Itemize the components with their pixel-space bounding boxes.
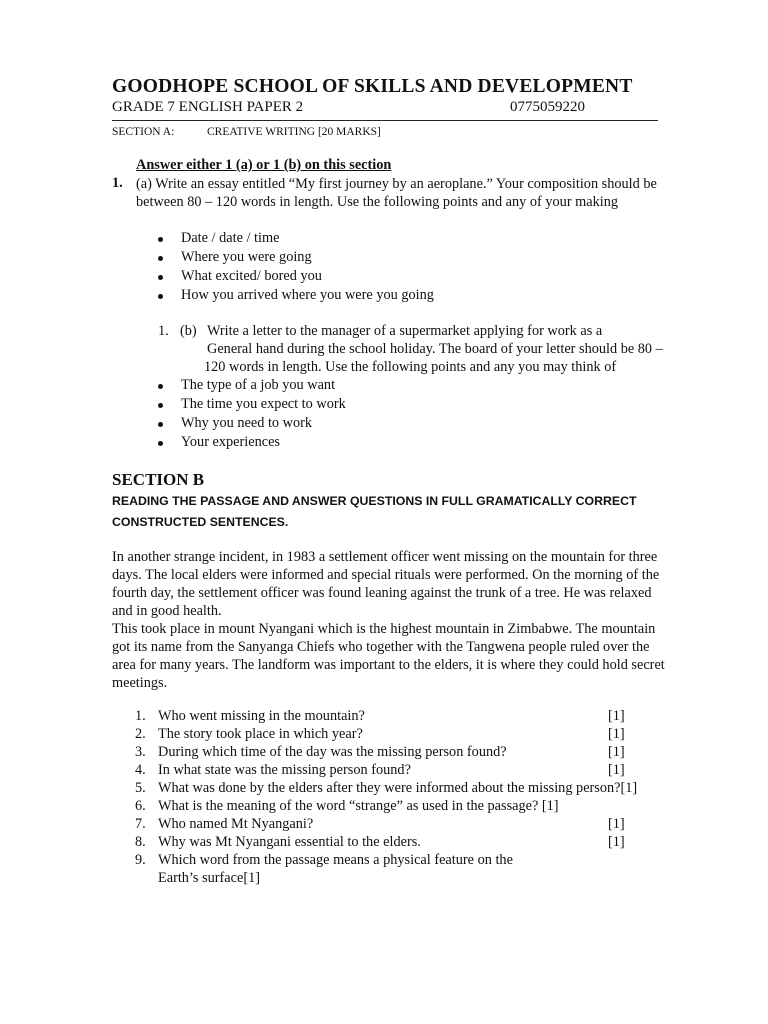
question-number: 8. — [135, 834, 146, 850]
question-text: What is the meaning of the word “strange” as used in the passage? [1] — [158, 798, 559, 814]
question-mark: [1] — [608, 834, 625, 850]
passage-line: fourth day, the settlement officer was found leaning against the trunk of a tree. He was relaxed — [112, 585, 652, 601]
passage-line: This took place in mount Nyangani which is the highest mountain in Zimbabwe. The mountain — [112, 621, 656, 637]
bullet-icon — [158, 275, 163, 280]
question-text: During which time of the day was the missing person found? — [158, 744, 507, 760]
question-number: 6. — [135, 798, 146, 814]
question-number: 3. — [135, 744, 146, 760]
question-mark: [1] — [608, 762, 625, 778]
part-a-point: Date / date / time — [181, 230, 280, 246]
question-number: 2. — [135, 726, 146, 742]
question-number: 1. — [135, 708, 146, 724]
question-mark: [1] — [608, 816, 625, 832]
question-text: Who went missing in the mountain? — [158, 708, 365, 724]
question-text: In what state was the missing person found? — [158, 762, 411, 778]
passage-line: got its name from the Sanyanga Chiefs who together with the Tangwena people ruled over the — [112, 639, 650, 655]
bullet-icon — [158, 441, 163, 446]
question-number: 9. — [135, 852, 146, 868]
part-b-point: Your experiences — [181, 434, 280, 450]
part-a-line-1: (a) Write an essay entitled “My first journey by an aeroplane.” Your composition should be — [136, 176, 657, 192]
part-a-point: How you arrived where you were you going — [181, 287, 434, 303]
bullet-icon — [158, 403, 163, 408]
passage-line: In another strange incident, in 1983 a settlement officer went missing on the mountain for three — [112, 549, 658, 565]
part-b-line-2: General hand during the school holiday. The board of your letter should be 80 – — [207, 341, 663, 357]
bullet-icon — [158, 384, 163, 389]
passage-line: and in good health. — [112, 603, 222, 619]
question-number: 5. — [135, 780, 146, 796]
question-text: Which word from the passage means a physical feature on the — [158, 852, 513, 868]
question-number: 7. — [135, 816, 146, 832]
part-a-line-2: between 80 – 120 words in length. Use the following points and any of your making — [136, 194, 619, 210]
section-a-instruction: Answer either 1 (a) or 1 (b) on this section — [136, 157, 392, 173]
section-b-heading-line-1: READING THE PASSAGE AND ANSWER QUESTIONS IN FULL GRAMATICALLY CORRECT — [112, 494, 637, 508]
question-mark: [1] — [608, 708, 625, 724]
section-b-heading-line-2: CONSTRUCTED SENTENCES. — [112, 514, 289, 529]
paper-title: GRADE 7 ENGLISH PAPER 2 — [112, 99, 304, 115]
part-b-line-1: Write a letter to the manager of a supermarket applying for work as a — [207, 323, 603, 339]
part-b-point: Why you need to work — [181, 415, 313, 431]
section-a-title: CREATIVE WRITING [20 MARKS] — [207, 126, 381, 138]
section-a-label: SECTION A: — [112, 126, 175, 138]
header-divider — [112, 120, 658, 121]
passage-line: days. The local elders were informed and special rituals were performed. On the morning of the — [112, 567, 660, 583]
question-text: Why was Mt Nyangani essential to the elders. — [158, 834, 421, 850]
passage-line: area for many years. The landform was important to the elders, it is where they could hold secret — [112, 657, 665, 673]
question-text: What was done by the elders after they were informed about the missing person?[1] — [158, 780, 638, 796]
bullet-icon — [158, 256, 163, 261]
school-name: GOODHOPE SCHOOL OF SKILLS AND DEVELOPMENT — [112, 76, 633, 97]
passage-line: meetings. — [112, 675, 168, 691]
question-mark: [1] — [608, 726, 625, 742]
question-text: The story took place in which year? — [158, 726, 363, 742]
bullet-icon — [158, 422, 163, 427]
question-number: 4. — [135, 762, 146, 778]
part-b-label: (b) — [180, 323, 197, 339]
part-b-number: 1. — [158, 323, 169, 339]
part-b-point: The time you expect to work — [181, 396, 346, 412]
section-b-heading — [112, 491, 636, 532]
part-b-line-3: 120 words in length. Use the following points and any you may think of — [204, 359, 617, 375]
section-b-title: SECTION B — [112, 470, 205, 489]
question-text-continued: Earth’s surface[1] — [158, 870, 261, 886]
question-number: 1. — [112, 175, 123, 191]
part-a-point: Where you were going — [181, 249, 312, 265]
question-mark: [1] — [608, 744, 625, 760]
part-b-point: The type of a job you want — [181, 377, 336, 393]
question-text: Who named Mt Nyangani? — [158, 816, 314, 832]
phone-number: 0775059220 — [510, 99, 585, 115]
part-a-point: What excited/ bored you — [181, 268, 322, 284]
bullet-icon — [158, 294, 163, 299]
bullet-icon — [158, 237, 163, 242]
